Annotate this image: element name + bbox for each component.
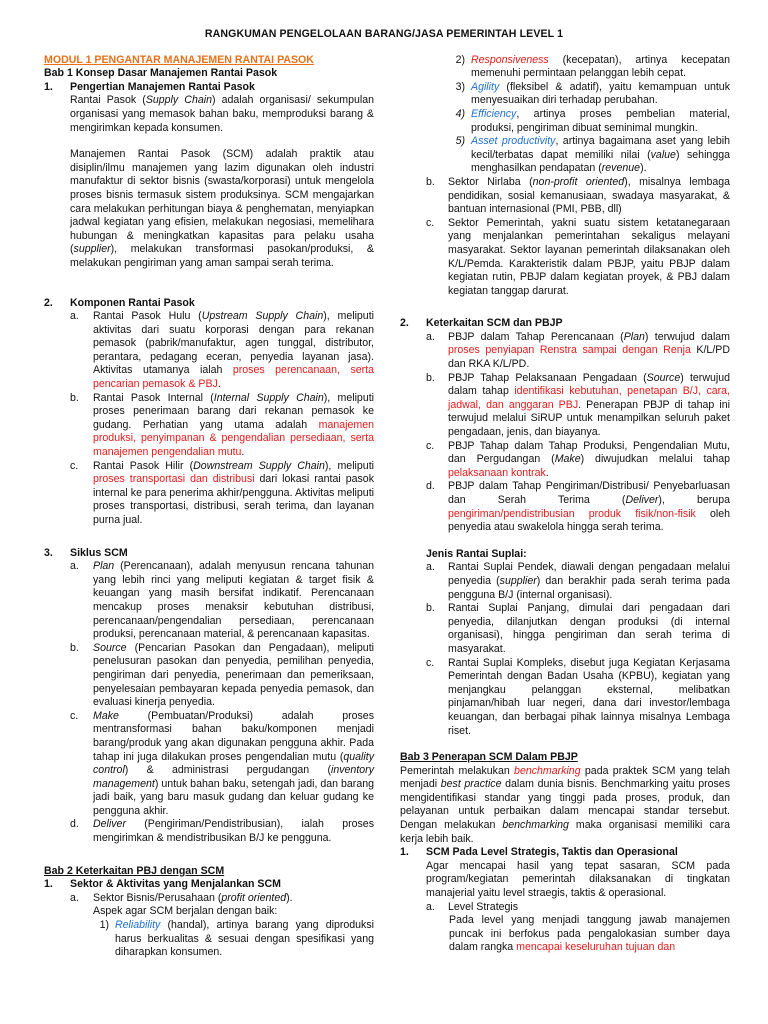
section-2-1 <box>44 878 374 892</box>
aspect-item: 3) Agility (fleksibel & adatif), yaitu kemampuan untuk menyesuaikan diri terhadap perubahan. <box>455 80 730 107</box>
left-column <box>44 54 374 960</box>
paragraph: Pada level yang menjadi tanggung jawab manajemen puncak ini berfokus pada pengalokasian sumber daya dalam rangka mencapai keseluruhan tujuan dan <box>449 914 730 954</box>
list-item: c. Rantai Suplai Kompleks, disebut juga Kegiatan Kerjasama Pemerintah dengan Badan Usaha (KPBU), kegiatan yang menjangkau pelanggan eksternal, melibatkan pinjaman/hibah luar negeri, dana dari investor/lembaga keuangan, dan berbagai pihak lainnya misalnya Lembaga riset. <box>426 656 730 737</box>
module-heading: MODUL 1 PENGANTAR MANAJEMEN RANTAI PASOK <box>44 53 314 66</box>
right-column <box>400 54 730 960</box>
aspect-item: 5) Asset productivity, artinya bagaimana aset yang lebih kecil/terbatas dapat memiliki nilai (value) sehingga menghasilkan pendapatan (revenue). <box>455 135 730 175</box>
list-item: c. Make (Pembuatan/Produksi) adalah proses mentransformasi bahan baku/komponen menjadi barang/produk yang akan digunakan pengguna akhir. Pada tahap ini juga dilakukan proses pengendalian mutu (quality control) & administrasi pergudangan (inventory management) untuk bahan baku, setengah jadi, dan barang jadi baik, yang baru masuk gudang dan keluar gudang ke pengguna akhir. <box>70 709 374 817</box>
list-item: b. Rantai Suplai Panjang, dimulai dari pengadaan dari penyedia, dilanjutkan dengan produksi (di internal organisasi), hingga pengiriman dan serah terima di masyarakat. <box>426 602 730 655</box>
paragraph: Manajemen Rantai Pasok (SCM) adalah praktik atau disiplin/ilmu manajemen yang lazim digunakan oleh industri manufaktur di sektor bisnis (swasta/korporasi) untuk mengelola proses bisnis termasuk sistem produksinya. SCM mengajarkan cara melakukan perhitungan biaya & penghematan, menyiapkan jadwal kegiatan yang efisien, melakukan negosiasi, memelihara hubungan & meningkatkan kapasitas para pelaku usaha (supplier), melakukan transformasi pasokan/produksi, & melakukan pengiriman yang aman sampai serah terima. <box>70 148 374 269</box>
section-title: SCM Pada Level Strategis, Taktis dan Operasional <box>426 846 678 859</box>
list-item: c. PBJP Tahap dalam Tahap Produksi, Pengendalian Mutu, dan Pergudangan (Make) diwujudkan melalui tahap pelaksanaan kontrak. <box>426 439 730 479</box>
section-1-3 <box>44 547 374 561</box>
list-item: a. PBJP dalam Tahap Perencanaan (Plan) terwujud dalam proses penyiapan Renstra sampai dengan Renja K/L/PD dan RKA K/L/PD. <box>426 330 731 371</box>
list-item: c. Sektor Pemerintah, yakni suatu sistem ketatanegaraan yang menjalankan pemerintahan sekaligus melayani masyarakat. Sektor layanan pemerintah dilaksanakan oleh K/L/Pemda. Karakteristik dalam PBJP, yaitu PBJP dalam kegiatan rutin, PBJP dalam kegiatan proyek, & PBJ dalam kegiatan tanggap darurat. <box>426 216 730 297</box>
paragraph: Agar mencapai hasil yang tepat sasaran, SCM pada program/kegiatan pemerintah dilaksanakan di tingkatan manajerial yaitu level straegis, taktis & operasional. <box>426 859 730 900</box>
section-number: 1. <box>400 846 409 859</box>
list-item: c. Rantai Pasok Hilir (Downstream Supply Chain), meliputi proses transportasi dan distribusi dari lokasi rantai pasok internal ke para penerima akhir/pengguna. Aktivitas meliputi proses transportasi, distribusi, serah terima, dan layanan purna jual. <box>70 459 374 526</box>
section-3-1 <box>400 846 730 860</box>
section-2-2 <box>400 317 730 331</box>
aspect-item: 1) Reliability (handal), artinya barang yang diproduksi harus berkualitas & sesuai dengan spesifikasi yang diharapkan konsumen. <box>99 919 374 959</box>
aspect-item: 2) Responsiveness (kecepatan), artinya kecepatan memenuhi permintaan pelanggan lebih cepat. <box>455 53 730 80</box>
chapter-1-heading: Bab 1 Konsep Dasar Manajemen Rantai Pasok <box>44 67 278 80</box>
list-item: d. Deliver (Pengiriman/Pendistribusian), ialah proses mengirimkan & mendistribusikan B/J ke pengguna. <box>70 818 374 845</box>
two-column-layout <box>44 53 731 960</box>
list-item: d. PBJP dalam Tahap Pengiriman/Distribusi/ Penyebarluasan dan Serah Terima (Deliver), berupa pengiriman/pendistribusian produk fisik/non-fisik oleh penyedia atau swakelola hingga serah terima. <box>426 480 730 534</box>
list-item: b. Source (Pencarian Pasokan dan Pengadaan), meliputi penelusuran pasokan dan penyedia, pemilihan penyedia, pengiriman dari penyedia, penerimaan dan pemeriksaan, penyelesaian pembayaran kepada penyedia pemasok, dan evaluasi kinerja penyedia. <box>70 641 374 709</box>
section-1-1 <box>44 81 374 95</box>
aspect-item: 4) Efficiency, artinya proses pembelian material, produksi, pengiriman dibuat seminimal mungkin. <box>455 107 730 134</box>
section-title: Keterkaitan SCM dan PBJP <box>426 317 563 330</box>
section-number: 3. <box>44 546 53 559</box>
chapter-2-heading: Bab 2 Keterkaitan PBJ dengan SCM <box>44 864 225 877</box>
paragraph: Pemerintah melakukan benchmarking pada praktek SCM yang telah menjadi best practice dalam dunia bisnis. Benchmarking yaitu proses mengidentifikasi standar yang tinggi pada proses, produk, dan pelayanan untuk perbaikan dalam mencapai standar tersebut. Dengan melakukan benchmarking maka organisasi memiliki cara kerja lebih baik. <box>400 764 731 845</box>
section-1-2 <box>44 297 374 311</box>
chapter-3-heading: Bab 3 Penerapan SCM Dalam PBJP <box>400 751 578 764</box>
list-item: a. Plan (Perencanaan), adalah menyusun rencana tahunan yang lebih rinci yang meliputi kegiatan & target fisik & keuangan yang masih bersifat indikatif. Perencanaan mencakup proses menaksir kebutuhan distribusi, perencanaan/pengendalian persediaan, perencanaan produksi, perencanaan material, & perencanaan kapasitas. <box>70 560 374 641</box>
section-number: 2. <box>44 296 53 309</box>
list-item: b. PBJP Tahap Pelaksanaan Pengadaan (Source) terwujud dalam tahap identifikasi kebutuhan, penetapan B/J, cara, jadwal, dan anggaran PBJ. Penerapan PBJP di tahap ini terwujud melalui SiRUP untuk menampilkan seluruh paket pengadaan, jenis, dan biayanya. <box>426 371 731 439</box>
list-item: a. Level Strategis <box>426 900 519 913</box>
list-item: b. Rantai Pasok Internal (Internal Supply Chain), meliputi proses penerimaan barang dari rekanan pemasok ke gudang. Perhatian yang utama adalah manajemen produksi, penyimpanan & pengendalian persediaan, serta manajemen pengendalian mutu. <box>70 391 375 459</box>
section-title: Sektor & Aktivitas yang Menjalankan SCM <box>70 878 281 891</box>
section-title: Pengertian Manajemen Rantai Pasok <box>70 80 255 93</box>
subheading: Jenis Rantai Suplai: <box>426 547 527 560</box>
section-number: 2. <box>400 317 409 330</box>
list-item: b. Sektor Nirlaba (non-profit oriented), misalnya lembaga pendidikan, sosial kemanusiaan, swadaya masyarakat, & bantuan internasional (PMI, PBB, dll) <box>426 175 731 216</box>
list-item: a. Rantai Pasok Hulu (Upstream Supply Chain), meliputi aktivitas dari suatu korporasi dengan para rekanan pemasok (pabrik/manufaktur, agen tunggal, distributor, perantara, pedagang eceran, penyedia layanan jasa). Aktivitas utamanya ialah proses perencanaan, serta pencarian pemasok & PBJ. <box>70 310 375 391</box>
list-item: a. Rantai Suplai Pendek, diawali dengan pengadaan melalui penyedia (supplier) dan berakhir pada serah terima pada pengguna B/J (internal organisasi). <box>426 561 730 601</box>
list-item: a. Sektor Bisnis/Perusahaan (profit oriented). Aspek agar SCM berjalan dengan baik: <box>70 891 293 918</box>
section-number: 1. <box>44 878 53 891</box>
paragraph: Rantai Pasok (Supply Chain) adalah organisasi/ sekumpulan organisasi yang memasok bahan baku, memproduksi barang & mengirimkan kepada konsumen. <box>70 94 375 134</box>
section-title: Siklus SCM <box>70 546 128 559</box>
document-title: RANGKUMAN PENGELOLAAN BARANG/JASA PEMERINTAH LEVEL 1 <box>204 28 564 40</box>
section-number: 1. <box>44 80 53 93</box>
section-title: Komponen Rantai Pasok <box>70 296 195 309</box>
